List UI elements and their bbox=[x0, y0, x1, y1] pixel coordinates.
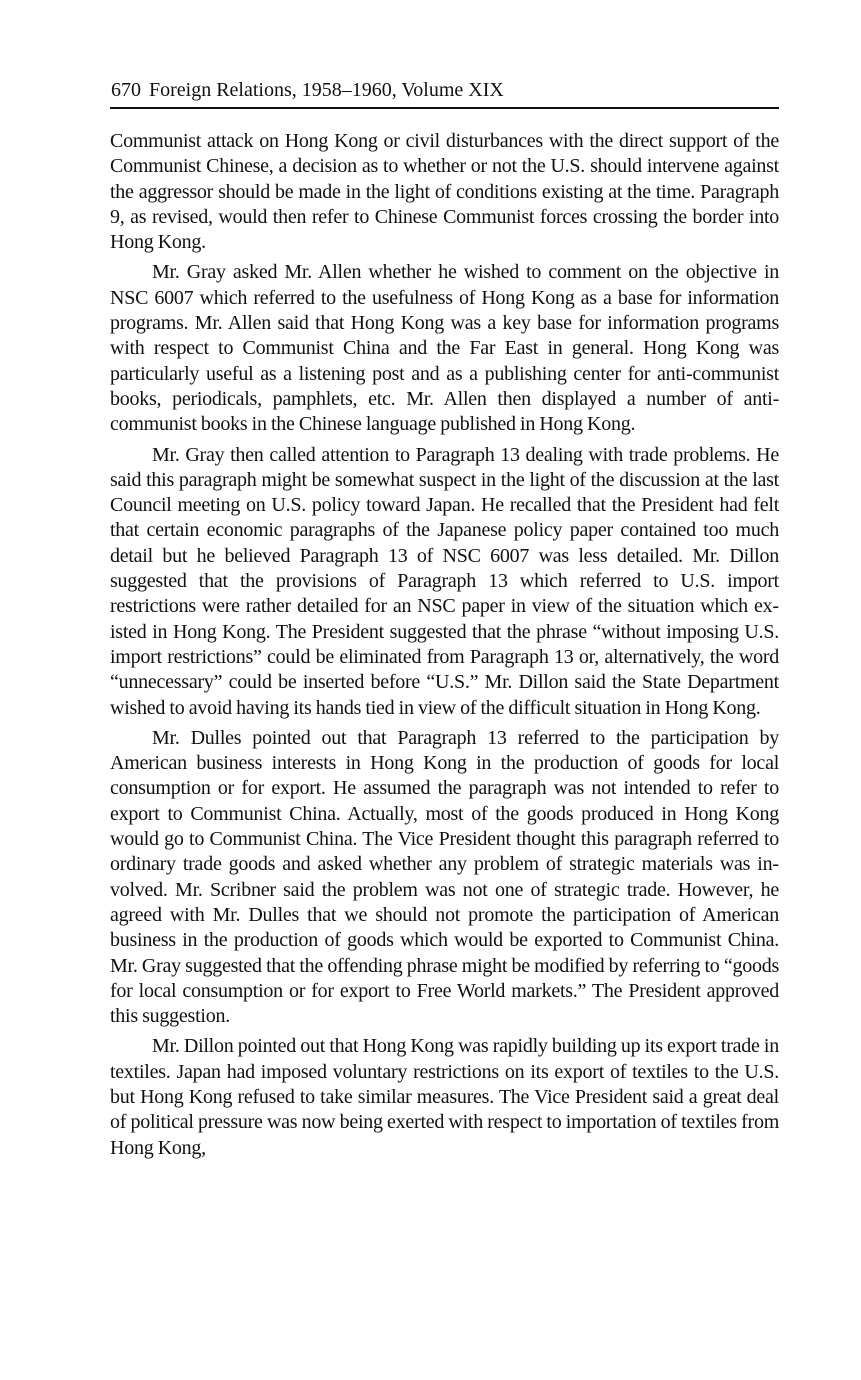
body-text bbox=[110, 129, 779, 1161]
page-number: 670 bbox=[111, 79, 141, 101]
paragraph: Mr. Gray asked Mr. Allen whether he wished to comment on the objective in NSC 6007 which referred to the usefulness of Hong Kong as a base for information programs. Mr. Allen said that Hong Kong was a key base for information programs with respect to Communist China and the Far East in general. Hong Kong was particularly useful as a listening post and as a publishing center for anti-communist books, periodicals, pamphlets, etc. Mr. Allen then displayed a number of anti-communist books in the Chinese language published in Hong Kong. bbox=[110, 261, 779, 436]
document-page bbox=[110, 76, 779, 1166]
publication-title: Foreign Relations, 1958–1960, Volume XIX bbox=[149, 79, 504, 101]
header-rule bbox=[110, 107, 779, 109]
running-head bbox=[110, 76, 779, 104]
paragraph: Mr. Dillon pointed out that Hong Kong was rapidly building up its export trade in textiles. Japan had imposed voluntary restrictions on its export of textiles to the U.S. but Hong Kong refused to take similar measures. The Vice President said a great deal of political pressure was now being exerted with respect to importation of textiles from Hong Kong, bbox=[110, 1035, 779, 1159]
paragraph: Mr. Gray then called attention to Paragraph 13 dealing with trade problems. He said this paragraph might be somewhat suspect in the light of the discussion at the last Council meeting on U.S. policy toward Japan. He recalled that the President had felt that certain economic paragraphs of the Japanese policy paper contained too much detail but he believed Paragraph 13 of NSC 6007 was less detailed. Mr. Dillon suggested that the provisions of Paragraph 13 which referred to U.S. import restrictions were rather detailed for an NSC paper in view of the situation which existed in Hong Kong. The President suggested that the phrase “without imposing U.S. import restrictions” could be eliminated from Paragraph 13 or, alternatively, the word “unnecessary” could be inserted before “U.S.” Mr. Dillon said the State Department wished to avoid having its hands tied in view of the difficult situation in Hong Kong. bbox=[110, 443, 779, 719]
paragraph-continuation: Communist attack on Hong Kong or civil disturbances with the direct support of the Communist Chinese, a decision as to whether or not the U.S. should intervene against the aggressor should be made in the light of conditions existing at the time. Paragraph 9, as revised, would then refer to Chinese Communist forces crossing the border into Hong Kong. bbox=[110, 130, 779, 254]
paragraph: Mr. Dulles pointed out that Paragraph 13 referred to the participation by American business interests in Hong Kong in the production of goods for local consumption or for export. He assumed the paragraph was not intended to refer to export to Communist China. Actually, most of the goods produced in Hong Kong would go to Communist China. The Vice President thought this paragraph referred to ordinary trade goods and asked whether any problem of strategic materials was involved. Mr. Scribner said the problem was not one of strategic trade. However, he agreed with Mr. Dulles that we should not promote the participation of American business in the production of goods which would be exported to Communist China. Mr. Gray suggested that the offending phrase might be modified by referring to “goods for local consumption or for export to Free World markets.” The President approved this suggestion. bbox=[110, 726, 779, 1028]
